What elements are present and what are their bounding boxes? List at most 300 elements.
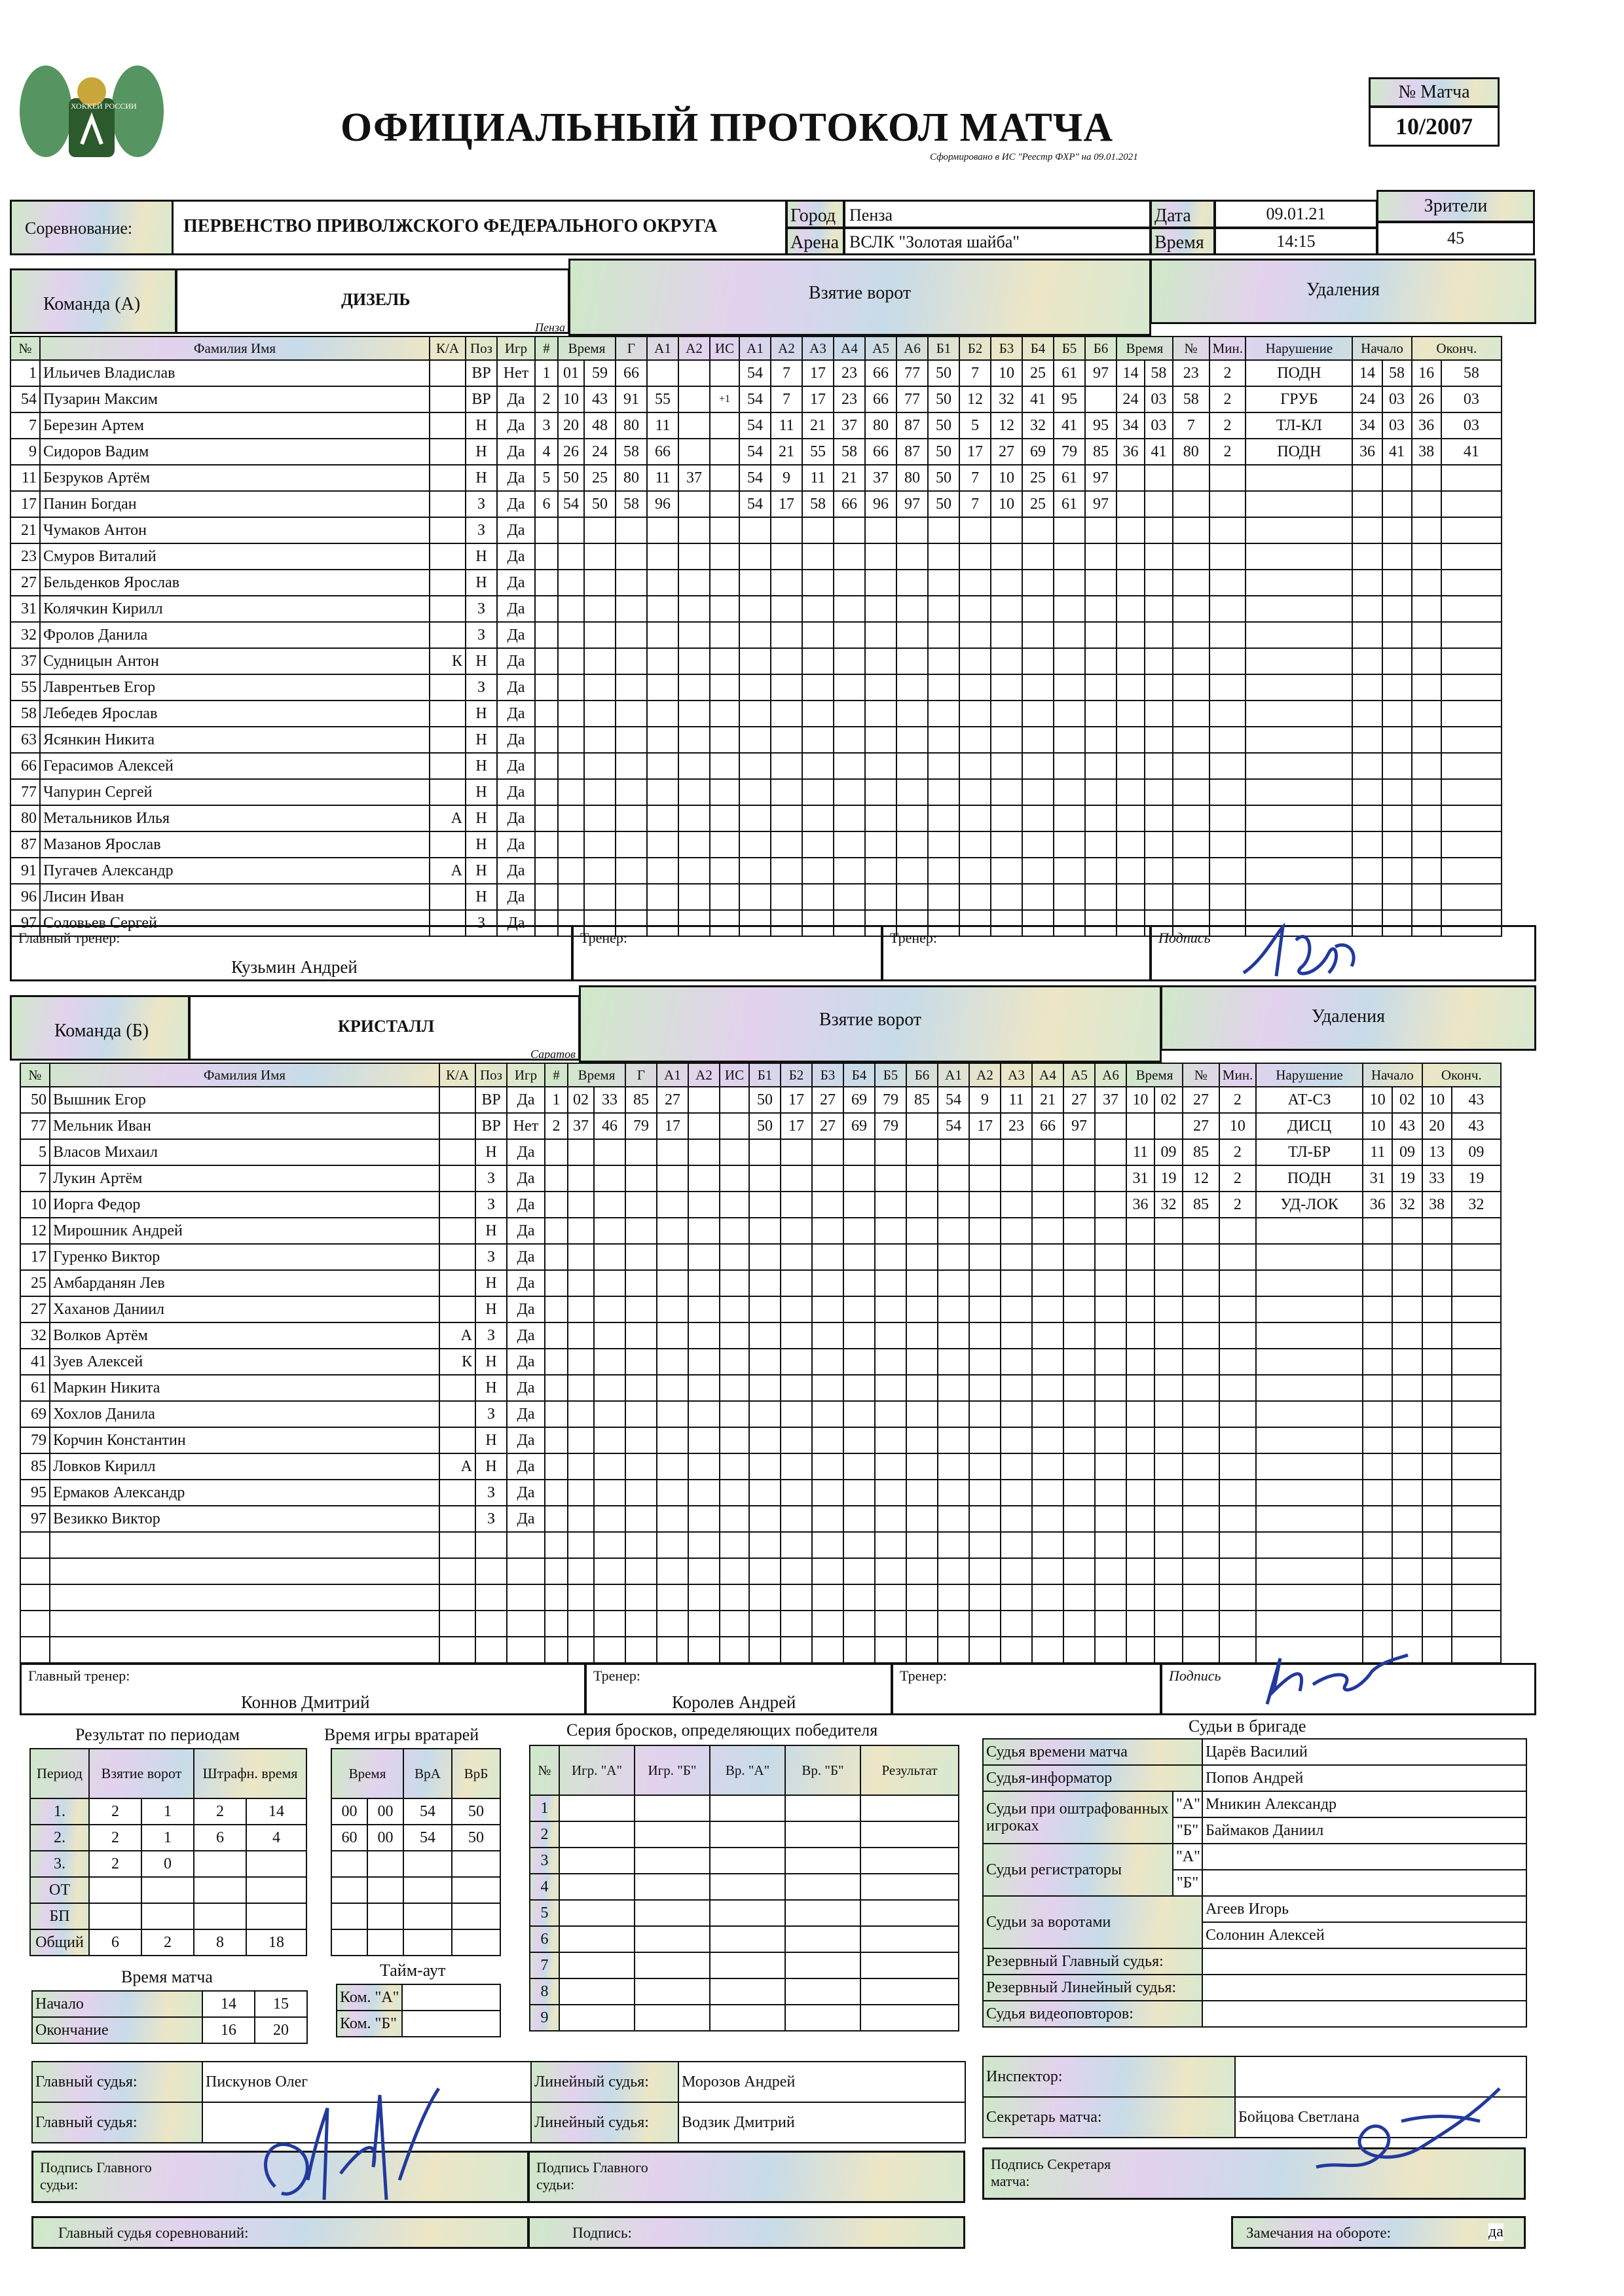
team-b-penalty-row <box>1126 1270 1501 1296</box>
goal-cell <box>865 543 896 570</box>
pen-cell <box>1246 701 1352 727</box>
pen-cell <box>1363 1506 1392 1532</box>
goal-cell <box>678 517 710 543</box>
goal-cell <box>906 1506 938 1532</box>
goal-cell <box>1095 1296 1126 1322</box>
team-a-coach2-label: Тренер: <box>890 930 938 946</box>
shootout-cell <box>710 1848 785 1874</box>
player-name <box>50 1584 439 1611</box>
team-a-penalty-row <box>1116 805 1502 831</box>
goal-cell <box>584 884 616 910</box>
team-a-pen-header <box>1150 259 1536 324</box>
goal-cell <box>616 858 647 884</box>
goal-cell <box>906 1165 938 1192</box>
pen-cell <box>1173 596 1209 622</box>
team-b-oncol: Б1 <box>749 1063 781 1087</box>
goal-cell <box>616 779 647 805</box>
period-name: 2. <box>30 1825 89 1851</box>
goal-cell <box>1085 858 1116 884</box>
team-a-penalty-row <box>1116 753 1502 779</box>
goal-n <box>545 1244 568 1270</box>
player-no: 27 <box>10 570 40 596</box>
player-no: 55 <box>10 674 40 701</box>
pen-player: 23 <box>1173 360 1209 386</box>
goal-cell <box>594 1611 625 1637</box>
player-ka <box>439 1401 475 1427</box>
period-goals-b: 1 <box>141 1798 194 1825</box>
goal-cell <box>625 1401 657 1427</box>
goal-cell <box>720 1192 749 1218</box>
goal-a2 <box>688 1113 720 1139</box>
goal-cell <box>959 858 991 884</box>
shootout-cell <box>635 1900 710 1926</box>
goal-min <box>558 543 584 570</box>
goal-cell <box>875 1296 906 1322</box>
goal-cell <box>906 1349 938 1375</box>
informer-label: Судья-информатор <box>983 1765 1202 1791</box>
city-label: Город <box>790 206 836 226</box>
match-no: 10/2007 <box>1369 106 1500 147</box>
goal-min <box>568 1270 594 1296</box>
pen-start-min: 24 <box>1352 386 1382 412</box>
player-pos: Н <box>466 831 497 858</box>
goal-cell <box>781 1480 812 1506</box>
goal-cell <box>720 1218 749 1244</box>
goal-cell <box>710 779 739 805</box>
goal-min: 02 <box>568 1087 594 1113</box>
period-col: Период <box>30 1749 89 1798</box>
shootout-n: 8 <box>530 1978 559 2005</box>
goal-n: 2 <box>545 1113 568 1139</box>
on-ice-a: 97 <box>1063 1113 1095 1139</box>
pen-cell <box>1412 831 1441 858</box>
goal-cell <box>906 1427 938 1453</box>
goal-cell <box>688 1218 720 1244</box>
goal-cell <box>749 1322 781 1349</box>
goal-cell <box>739 517 771 543</box>
goal-cell <box>1054 674 1085 701</box>
on-ice-a: 21 <box>834 465 865 491</box>
pen-cell <box>1246 596 1352 622</box>
goal-cell <box>906 1453 938 1480</box>
goal-cell <box>896 779 928 805</box>
pen-cell <box>1126 1375 1154 1401</box>
on-ice-a: 96 <box>865 491 896 517</box>
goalie-cell <box>367 1929 403 1956</box>
spectators-cell <box>1376 221 1535 255</box>
goal-scorer: 58 <box>616 491 647 517</box>
on-ice-a: 11 <box>1001 1087 1032 1113</box>
player-ka <box>439 1558 475 1584</box>
goal-cell <box>1001 1453 1032 1480</box>
pen-start-min: 31 <box>1363 1165 1392 1192</box>
goal-n <box>535 674 558 701</box>
player-pos: Н <box>466 465 497 491</box>
goal-cell <box>959 753 991 779</box>
pen-cell <box>1126 1270 1154 1296</box>
team-a-penalty-row <box>1116 701 1502 727</box>
goal-cell <box>834 517 865 543</box>
player-pos: Н <box>466 779 497 805</box>
player-name: Ильичев Владислав <box>40 360 430 386</box>
arena-cell <box>843 227 1151 255</box>
pen-cell <box>1116 570 1145 596</box>
player-name: Волков Артём <box>50 1322 439 1349</box>
goal-cell <box>875 1506 906 1532</box>
team-a-player-row <box>10 596 535 622</box>
player-ka: А <box>430 805 466 831</box>
team-b-goal-row <box>545 1480 1126 1506</box>
pen-cell <box>1392 1218 1422 1244</box>
goal-is <box>710 465 739 491</box>
player-play: Да <box>497 517 535 543</box>
pen-player: 85 <box>1183 1139 1219 1165</box>
pen-cell <box>1209 491 1246 517</box>
player-play: Да <box>497 465 535 491</box>
pen-cell <box>1452 1244 1501 1270</box>
player-pos: ВР <box>475 1087 507 1113</box>
player-no: 41 <box>20 1349 50 1375</box>
pen-cell <box>1219 1532 1256 1558</box>
goal-cell <box>906 1584 938 1611</box>
goal-cell <box>688 1558 720 1584</box>
goal-cell <box>1022 753 1054 779</box>
team-b-signature-cell <box>1160 1663 1536 1715</box>
shootout-row <box>530 1795 959 1821</box>
pen-cell <box>1452 1532 1501 1558</box>
pen-cell <box>1145 648 1173 674</box>
pen-cell <box>1422 1506 1452 1532</box>
goal-cell <box>1001 1532 1032 1558</box>
goal-min <box>558 701 584 727</box>
team-b-penalty-row <box>1126 1506 1501 1532</box>
goal-cell <box>647 648 678 674</box>
shootout-n: 4 <box>530 1874 559 1900</box>
goal-n <box>545 1584 568 1611</box>
player-no: 21 <box>10 517 40 543</box>
player-name: Метальников Илья <box>40 805 430 831</box>
goal-cell <box>657 1322 688 1349</box>
player-play: Да <box>497 491 535 517</box>
goal-cell <box>616 648 647 674</box>
pen-cell <box>1145 674 1173 701</box>
goal-cell <box>647 805 678 831</box>
goal-n: 1 <box>545 1087 568 1113</box>
goal-cell <box>969 1558 1001 1584</box>
goal-cell <box>1022 596 1054 622</box>
pen-cell <box>1116 648 1145 674</box>
goal-cell <box>781 1453 812 1480</box>
goal-cell <box>969 1401 1001 1427</box>
team-b-head-coach: Коннов Дмитрий <box>241 1692 370 1712</box>
goal-cell <box>812 1480 843 1506</box>
goal-cell <box>865 805 896 831</box>
player-no: 32 <box>20 1322 50 1349</box>
goal-cell <box>678 727 710 753</box>
player-play: Да <box>497 779 535 805</box>
goal-cell <box>1063 1637 1095 1663</box>
pen-cell <box>1145 727 1173 753</box>
goal-cell <box>802 884 834 910</box>
pen-cell <box>1382 831 1412 858</box>
goal-cell <box>616 570 647 596</box>
on-ice-b: 7 <box>959 491 991 517</box>
goalie-b: 50 <box>452 1825 500 1851</box>
goal-cell <box>710 884 739 910</box>
player-no: 9 <box>10 439 40 465</box>
team-a-penalty-row <box>1116 543 1502 570</box>
pen-cell <box>1256 1322 1363 1349</box>
goal-cell <box>938 1139 969 1165</box>
goal-cell <box>1054 596 1085 622</box>
goal-cell <box>812 1218 843 1244</box>
goal-cell <box>1063 1296 1095 1322</box>
goal-cell <box>843 1218 875 1244</box>
goal-cell <box>594 1532 625 1558</box>
player-no: 58 <box>10 701 40 727</box>
shootout-cell <box>785 1978 860 2005</box>
player-no: 80 <box>10 805 40 831</box>
goal-cell <box>710 570 739 596</box>
goal-a1: 96 <box>647 491 678 517</box>
pen-cell <box>1154 1453 1183 1480</box>
goal-cell <box>1054 570 1085 596</box>
pen-cell <box>1219 1584 1256 1611</box>
pen-cell <box>1246 543 1352 570</box>
on-ice-b: 10 <box>991 465 1022 491</box>
goal-cell <box>616 622 647 648</box>
goal-cell <box>938 1375 969 1401</box>
goal-cell <box>749 1558 781 1584</box>
goal-cell <box>739 622 771 648</box>
goal-cell <box>625 1584 657 1611</box>
shootout-cell <box>635 1821 710 1848</box>
pen-cell <box>1116 831 1145 858</box>
team-b-goal-row <box>545 1087 1126 1113</box>
goal-cell <box>594 1506 625 1532</box>
goal-cell <box>1054 517 1085 543</box>
goal-cell <box>1085 622 1116 648</box>
pen-sec: 03 <box>1145 412 1173 439</box>
page-title: ОФИЦИАЛЬНЫЙ ПРОТОКОЛ МАТЧА <box>341 105 1114 150</box>
pen-cell <box>1352 701 1382 727</box>
player-no: 11 <box>10 465 40 491</box>
goal-cell <box>594 1375 625 1401</box>
team-b-col-no: № <box>20 1063 50 1087</box>
logo <box>13 52 170 183</box>
team-b-goals-header <box>579 985 1162 1063</box>
player-no: 97 <box>20 1506 50 1532</box>
goal-cell <box>657 1558 688 1584</box>
goal-cell <box>678 779 710 805</box>
team-a-col-name: Фамилия Имя <box>40 337 430 360</box>
team-a-col-no: № <box>10 337 40 360</box>
player-no: 7 <box>20 1165 50 1192</box>
on-ice-b: 27 <box>991 439 1022 465</box>
period-name: ОТ <box>30 1877 89 1903</box>
goal-min <box>568 1532 594 1558</box>
goal-cell <box>1054 543 1085 570</box>
pen-cell <box>1363 1427 1392 1453</box>
pen-cell <box>1116 622 1145 648</box>
player-no: 69 <box>20 1401 50 1427</box>
goal-cell <box>739 884 771 910</box>
goal-min <box>558 858 584 884</box>
goal-cell <box>875 1427 906 1453</box>
on-ice-a: 54 <box>739 412 771 439</box>
player-no: 32 <box>10 622 40 648</box>
goal-cell <box>771 805 802 831</box>
shootout-n: 1 <box>530 1795 559 1821</box>
goal-cell <box>657 1453 688 1480</box>
pen-cell <box>1219 1375 1256 1401</box>
shootout-cell <box>559 1874 635 1900</box>
goal-cell <box>1085 727 1116 753</box>
pen-cell <box>1422 1218 1452 1244</box>
team-a-player-row <box>10 360 535 386</box>
goal-cell <box>928 596 959 622</box>
team-b-penalty-row <box>1126 1427 1501 1453</box>
goal-cell <box>802 831 834 858</box>
pen-min: 11 <box>1126 1139 1154 1165</box>
goal-cell <box>739 701 771 727</box>
pen-violation: УД-ЛОК <box>1256 1192 1363 1218</box>
team-a-goal-row <box>535 491 1116 517</box>
team-b-player-row <box>20 1113 545 1139</box>
goal-cell <box>594 1584 625 1611</box>
goal-cell <box>771 648 802 674</box>
goal-cell <box>812 1584 843 1611</box>
team-a-player-row <box>10 727 535 753</box>
player-name: Власов Михаил <box>50 1139 439 1165</box>
pen-cell <box>1256 1401 1363 1427</box>
goal-cell <box>625 1506 657 1532</box>
team-a-penalty-row <box>1116 596 1502 622</box>
goal-cell <box>1054 622 1085 648</box>
goal-cell <box>1095 1165 1126 1192</box>
player-no: 63 <box>10 727 40 753</box>
goal-cell <box>1063 1165 1095 1192</box>
player-name: Лебедев Ярослав <box>40 701 430 727</box>
city-label-cell <box>786 200 845 228</box>
shootout-cell <box>710 1874 785 1900</box>
pen-cell <box>1256 1296 1363 1322</box>
pen-cell <box>1209 596 1246 622</box>
goal-min <box>568 1375 594 1401</box>
player-ka <box>430 465 466 491</box>
goal-cell <box>1063 1506 1095 1532</box>
player-ka <box>439 1165 475 1192</box>
team-a-signature <box>1237 914 1368 986</box>
team-b-col-play: Игр <box>507 1063 545 1087</box>
player-ka: К <box>439 1349 475 1375</box>
goal-cell <box>1085 570 1116 596</box>
pen-cell <box>1452 1453 1501 1480</box>
period-row <box>30 1798 306 1825</box>
goal-cell <box>1001 1637 1032 1663</box>
player-name: Сидоров Вадим <box>40 439 430 465</box>
player-play: Да <box>507 1453 545 1480</box>
pen-cell <box>1126 1322 1154 1349</box>
pen-cell <box>1452 1637 1501 1663</box>
goal-cell <box>678 570 710 596</box>
goal-is <box>710 491 739 517</box>
pen-cell <box>1452 1375 1501 1401</box>
team-b-penalty-row <box>1126 1558 1501 1584</box>
pen-cell <box>1256 1375 1363 1401</box>
goal-cell <box>1001 1375 1032 1401</box>
on-ice-b: 85 <box>906 1087 938 1113</box>
goal-cell <box>959 779 991 805</box>
pen-cell <box>1219 1480 1256 1506</box>
pen-cell <box>1392 1296 1422 1322</box>
team-a-goal-row <box>535 858 1116 884</box>
main-ref-label-1: Главный судья: <box>32 2062 202 2102</box>
goal-cell <box>710 648 739 674</box>
pen-cell <box>1219 1611 1256 1637</box>
goalie-sec: 00 <box>367 1825 403 1851</box>
arena-value: ВСЛК "Золотая шайба" <box>849 232 1020 251</box>
pen-cell <box>1441 884 1502 910</box>
player-name: Чапурин Сергей <box>40 779 430 805</box>
goal-cell <box>928 858 959 884</box>
pen-cell <box>1422 1244 1452 1270</box>
goal-cell <box>991 858 1022 884</box>
player-name: Герасимов Алексей <box>40 753 430 779</box>
on-ice-b: 12 <box>991 412 1022 439</box>
goal-cell <box>720 1453 749 1480</box>
goal-cell <box>1022 570 1054 596</box>
goal-cell <box>938 1296 969 1322</box>
goal-cell <box>678 884 710 910</box>
goalie-cell <box>331 1903 367 1929</box>
team-a-coach2-cell <box>881 925 1151 981</box>
pen-violation: ПОДН <box>1246 360 1352 386</box>
pen-cell <box>1183 1427 1219 1453</box>
pen-cell <box>1256 1453 1363 1480</box>
goal-cell <box>1032 1611 1063 1637</box>
team-b-player-row <box>20 1480 545 1506</box>
main-ref-1: Пискунов Олег <box>202 2062 531 2102</box>
team-b-oncol: А5 <box>1063 1063 1095 1087</box>
goal-cell <box>749 1139 781 1165</box>
goal-cell <box>843 1480 875 1506</box>
pen-cell <box>1363 1375 1392 1401</box>
team-a-goal-row <box>535 674 1116 701</box>
player-pos: Н <box>475 1139 507 1165</box>
secretary-signature <box>1303 2075 1513 2180</box>
player-play: Да <box>507 1427 545 1453</box>
pen-cell <box>1116 779 1145 805</box>
pen-cell <box>1392 1584 1422 1611</box>
goal-cell <box>749 1480 781 1506</box>
player-play: Да <box>507 1375 545 1401</box>
goal-cell <box>594 1637 625 1663</box>
pen-start-min: 14 <box>1352 360 1382 386</box>
goal-cell <box>1001 1401 1032 1427</box>
goal-scorer: 66 <box>616 360 647 386</box>
goalie-cell <box>331 1851 367 1877</box>
player-play <box>507 1558 545 1584</box>
goal-cell <box>625 1427 657 1453</box>
on-ice-b: 5 <box>959 412 991 439</box>
pen-cell <box>1173 701 1209 727</box>
goal-cell <box>720 1611 749 1637</box>
goal-cell <box>991 805 1022 831</box>
goal-sec: 25 <box>584 465 616 491</box>
goal-cell <box>834 622 865 648</box>
team-b-goal-row <box>545 1584 1126 1611</box>
